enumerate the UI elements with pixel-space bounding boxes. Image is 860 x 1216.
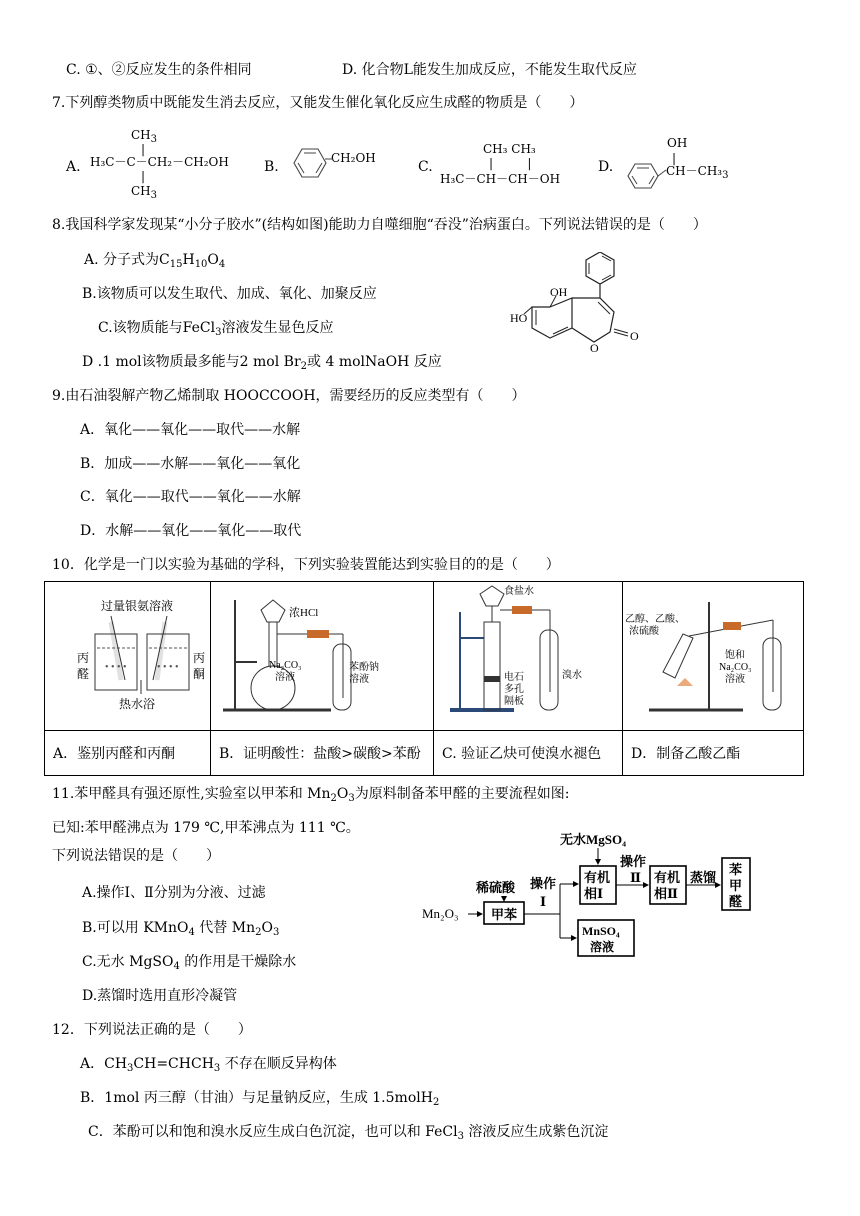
q8-option-d: D .1 mol该物质最多能与2 mol $Br_2$或 4 molNaOH 反应 xyxy=(82,354,442,372)
svg-text:浓HCl: 浓HCl xyxy=(289,607,319,619)
svg-text:食盐水: 食盐水 xyxy=(504,586,534,597)
q7-option-b-label: B. xyxy=(264,159,279,175)
q10-caption-c: C. 验证乙炔可使溴水褪色 xyxy=(434,731,623,776)
q10-figure-a xyxy=(45,582,210,726)
flow-distill: 蒸馏 xyxy=(690,870,717,885)
svg-text:乙醇、乙酸、: 乙醇、乙酸、 xyxy=(625,614,685,625)
q11-flowchart xyxy=(420,828,760,958)
q11-option-d: D.蒸馏时选用直形冷凝管 xyxy=(82,988,238,1004)
q11-option-b: B.可以用 KMnO$_4$ 代替 $Mn_2O_3$ xyxy=(82,920,280,938)
svg-text:热水浴: 热水浴 xyxy=(119,697,156,711)
q9-option-c: C．氧化——取代——氧化——水解 xyxy=(80,489,301,505)
q10-figure-c xyxy=(434,582,622,726)
q9-stem: 9.由石油裂解产物乙烯制取 HOOCCOOH，需要经历的反应类型有（ ） xyxy=(52,388,526,404)
q10-caption-a: A．鉴别丙醛和丙酮 xyxy=(45,731,211,776)
q10-caption-b: B．证明酸性：盐酸>碳酸>苯酚 xyxy=(211,731,434,776)
q10-caption-d: D．制备乙酸乙酯 xyxy=(623,731,804,776)
q12-option-a: A．$CH_3CH=CHCH_3$ 不存在顺反异构体 xyxy=(80,1056,337,1074)
q10-experiment-table xyxy=(44,581,804,776)
svg-text:苯酚钠: 苯酚钠 xyxy=(349,662,379,673)
q12-option-c: C．苯酚可以和饱和溴水反应生成白色沉淀，也可以和 FeCl$_3$ 溶液反应生成紫色沉淀 xyxy=(88,1124,609,1142)
q10-figure-d xyxy=(623,582,803,726)
svg-text:醛: 醛 xyxy=(729,894,743,909)
flow-mn2o3: Mn₂O₃ xyxy=(422,906,459,921)
svg-text:有机: 有机 xyxy=(654,870,681,885)
q10-figure-c-cell xyxy=(434,582,623,731)
q11-stem: 11.苯甲醛具有强还原性,实验室以甲苯和 $Mn_2O_3$为原料制备苯甲醛的主要流程如图: xyxy=(52,786,570,804)
q12-option-b: B．1mol 丙三醇（甘油）与足量钠反应，生成 1.5molH$_2$ xyxy=(80,1090,440,1108)
q11-option-a: A.操作Ⅰ、Ⅱ分别为分液、过滤 xyxy=(82,885,266,901)
q8-mol-ho: HO xyxy=(510,311,528,325)
q9-option-d: D．水解——氧化——氧化——取代 xyxy=(80,523,302,539)
q11-option-c: C.无水 MgSO$_4$ 的作用是干燥除水 xyxy=(82,954,297,972)
q7-a-top: $CH_3$ xyxy=(131,128,158,145)
svg-text:• • • •: • • • • xyxy=(157,662,179,673)
svg-text:溶液: 溶液 xyxy=(275,672,295,683)
svg-text:溶液: 溶液 xyxy=(725,674,745,685)
q7-a-bond-top: | xyxy=(141,142,146,156)
svg-text:有机: 有机 xyxy=(584,870,611,885)
q11-known: 已知:苯甲醛沸点为 179 ℃,甲苯沸点为 111 ℃。 xyxy=(52,820,360,836)
q7-d-top: OH xyxy=(667,136,688,150)
flow-op1: 操作 xyxy=(530,876,557,891)
q7-option-d-label: D. xyxy=(598,159,614,175)
svg-text:• • • •: • • • • xyxy=(105,662,127,673)
q7-option-c-label: C. xyxy=(418,159,433,175)
q10-stem: 10．化学是一门以实验为基础的学科，下列实验装置能达到实验目的的是（ ） xyxy=(52,557,560,573)
svg-text:酮: 酮 xyxy=(193,667,206,681)
svg-text:饱和: 饱和 xyxy=(725,650,745,661)
q6-option-c: C. ①、②反应发生的条件相同 xyxy=(66,62,252,78)
q7-b-bond xyxy=(325,157,333,161)
flow-h2so4: 稀硫酸 xyxy=(476,880,516,895)
q6-option-d: D. 化合物L能发生加成反应，不能发生取代反应 xyxy=(342,62,637,78)
q8-option-b: B.该物质可以发生取代、加成、氧化、加聚反应 xyxy=(82,286,377,302)
q8-stem: 8.我国科学家发现某“小分子胶水”(结构如图)能助力自噬细胞“吞没”治病蛋白。下列说法错误的是（ ） xyxy=(52,217,707,233)
flow-op1-num: Ⅰ xyxy=(540,894,547,909)
q10-figure-d-cell xyxy=(623,582,804,731)
svg-text:相Ⅱ: 相Ⅱ xyxy=(654,886,678,901)
svg-text:Na₂CO₃: Na₂CO₃ xyxy=(269,660,302,671)
q7-d-bond: | xyxy=(672,151,677,165)
svg-text:MnSO₄: MnSO₄ xyxy=(582,924,620,938)
svg-text:相Ⅰ: 相Ⅰ xyxy=(584,886,604,901)
svg-text:丙: 丙 xyxy=(77,651,90,665)
svg-text:甲苯: 甲苯 xyxy=(491,907,518,922)
q12-stem: 12．下列说法正确的是（ ） xyxy=(52,1022,252,1038)
svg-text:Na₂CO₃: Na₂CO₃ xyxy=(719,662,752,673)
q8-option-c: C.该物质能与FeCl$_3$溶液发生显色反应 xyxy=(98,320,334,338)
q7-a-bot: $CH_3$ xyxy=(131,184,158,201)
q7-a-mid: H₃C－C－CH₂－CH₂OH xyxy=(90,155,229,169)
flow-op2: 操作 xyxy=(620,854,647,869)
q9-option-a: A．氧化——氧化——取代——水解 xyxy=(80,422,301,438)
svg-text:苯: 苯 xyxy=(729,862,743,877)
q7-b-group: CH₂OH xyxy=(331,151,376,165)
flow-op2-num: Ⅱ xyxy=(630,870,641,885)
q10-figure-b-cell xyxy=(211,582,434,731)
q7-a-bond-bot: | xyxy=(141,169,146,183)
flow-mgso4: 无水MgSO₄ xyxy=(560,832,627,847)
svg-text:甲: 甲 xyxy=(729,878,743,893)
q8-mol-o-ring: O xyxy=(590,341,599,355)
q7-c-mid: H₃C－CH－CH－OH xyxy=(440,172,561,186)
q11-ask: 下列说法错误的是（ ） xyxy=(52,848,220,864)
svg-text:电石: 电石 xyxy=(504,672,524,683)
q8-molecule-structure xyxy=(510,252,650,370)
q10-figure-a-cell xyxy=(45,582,211,731)
q9-option-b: B．加成——水解——氧化——氧化 xyxy=(80,456,301,472)
svg-text:浓硫酸: 浓硫酸 xyxy=(629,626,659,637)
q7-c-top: CH₃ CH₃ xyxy=(483,142,536,156)
q8-mol-oh: OH xyxy=(550,285,568,299)
svg-text:溴水: 溴水 xyxy=(562,670,582,681)
svg-text:醛: 醛 xyxy=(77,667,90,681)
svg-text:过量银氨溶液: 过量银氨溶液 xyxy=(101,599,174,613)
svg-text:丙: 丙 xyxy=(193,651,206,665)
q7-stem: 7.下列醇类物质中既能发生消去反应，又能发生催化氧化反应生成醛的物质是（ ） xyxy=(52,95,584,111)
q7-d-mid: $CH-CH_3_3$ xyxy=(666,164,729,181)
q7-option-a-label: A. xyxy=(66,159,81,175)
q7-d-benzene-ring xyxy=(622,158,668,194)
svg-text:溶液: 溶液 xyxy=(590,940,615,954)
q7-b-benzene-ring xyxy=(288,143,336,183)
q10-figure-b xyxy=(211,582,433,726)
svg-text:多孔: 多孔 xyxy=(504,684,524,695)
svg-text:隔板: 隔板 xyxy=(504,696,524,707)
q8-option-a: A. 分子式为$C_{15}H_{10}O_4$ xyxy=(84,252,226,270)
q7-c-bonds: | | xyxy=(489,156,532,170)
q8-mol-o-carbonyl: O xyxy=(630,329,639,343)
svg-text:溶液: 溶液 xyxy=(349,674,369,685)
